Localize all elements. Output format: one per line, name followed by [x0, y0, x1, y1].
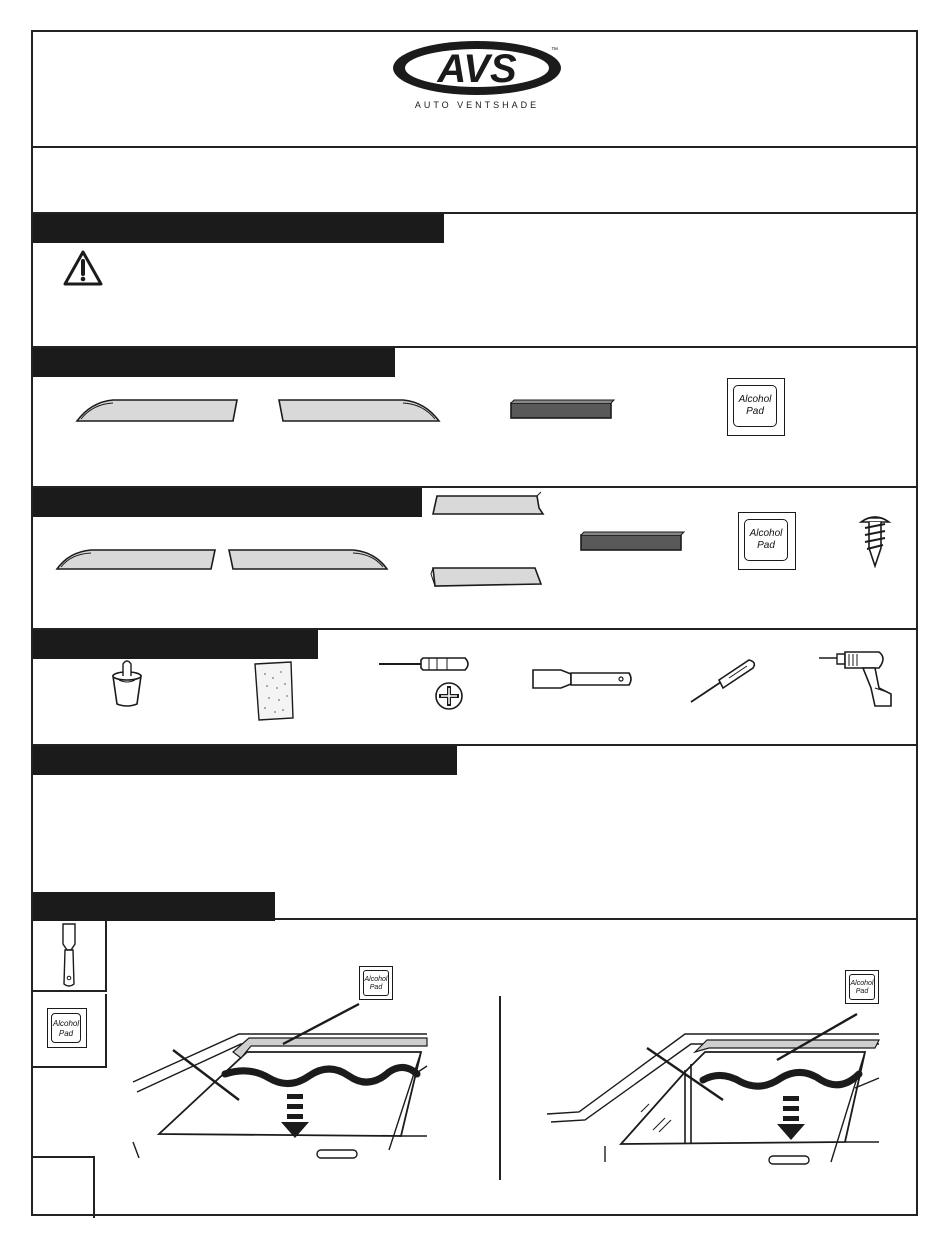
deflector-right-part	[223, 544, 391, 576]
avs-logo	[389, 38, 569, 118]
rear-deflector-top-part	[427, 490, 547, 520]
alcohol-pad-label-box	[744, 519, 788, 561]
alcohol-pad-callout-left	[359, 966, 393, 1000]
power-drill-icon	[817, 648, 897, 712]
section-bar-tools	[33, 630, 318, 659]
putty-knife-icon	[531, 664, 635, 694]
section-bar-front-kit	[33, 348, 395, 377]
instruction-sheet	[31, 30, 918, 1216]
section-bar-warning	[33, 214, 444, 243]
alcohol-pad-label: Pad	[746, 406, 764, 417]
step-tool-alcohol-box	[33, 994, 107, 1068]
alcohol-pad-label-box	[733, 385, 777, 427]
alcohol-pad-label: Pad	[757, 540, 775, 551]
step-number-box	[33, 1156, 95, 1218]
divider	[33, 146, 916, 148]
alcohol-pad-label: Pad	[369, 984, 383, 991]
logo-brand-text: AVS	[437, 47, 517, 91]
putty-knife-icon	[33, 920, 103, 990]
alcohol-pad-label-box	[849, 974, 875, 1000]
alcohol-pad-label: Alcohol	[738, 394, 772, 405]
deflector-left-part	[53, 544, 221, 576]
deflector-right-part	[273, 394, 443, 430]
awl-icon	[689, 658, 759, 704]
section-bar-prep	[33, 746, 457, 775]
warning-triangle-icon	[63, 250, 103, 286]
logo-trademark: ™	[551, 47, 558, 54]
diagram-divider	[499, 996, 501, 1180]
screw-icon	[857, 512, 893, 568]
alcohol-pad-part	[47, 1008, 87, 1048]
rear-deflector-bottom-part	[427, 560, 547, 592]
adhesive-tape-part	[509, 398, 615, 420]
phillips-screwdriver-icon	[377, 650, 473, 712]
adhesive-tape-part	[579, 530, 685, 552]
alcohol-pad-part	[738, 512, 796, 570]
alcohol-pad-part	[727, 378, 785, 436]
alcohol-pad-label-box	[363, 970, 389, 996]
alcohol-pad-label: Pad	[58, 1029, 74, 1038]
step-tool-scraper-box	[33, 920, 107, 992]
alcohol-pad-label: Pad	[855, 988, 869, 995]
section-bar-four-piece-kit	[33, 488, 422, 517]
logo-tagline: AUTO VENTSHADE	[414, 100, 540, 110]
alcohol-pad-label: Alcohol	[52, 1019, 80, 1028]
front-window-vent-diagram	[545, 962, 885, 1172]
alcohol-pad-callout-right	[845, 970, 879, 1004]
towel-icon	[245, 660, 305, 722]
cup-icon	[107, 658, 147, 708]
deflector-left-part	[73, 394, 243, 430]
section-bar-step	[33, 892, 275, 921]
alcohol-pad-label: Alcohol	[850, 980, 874, 987]
alcohol-pad-label-box	[51, 1013, 81, 1043]
alcohol-pad-label: Alcohol	[364, 976, 388, 983]
alcohol-pad-label: Alcohol	[749, 528, 783, 539]
